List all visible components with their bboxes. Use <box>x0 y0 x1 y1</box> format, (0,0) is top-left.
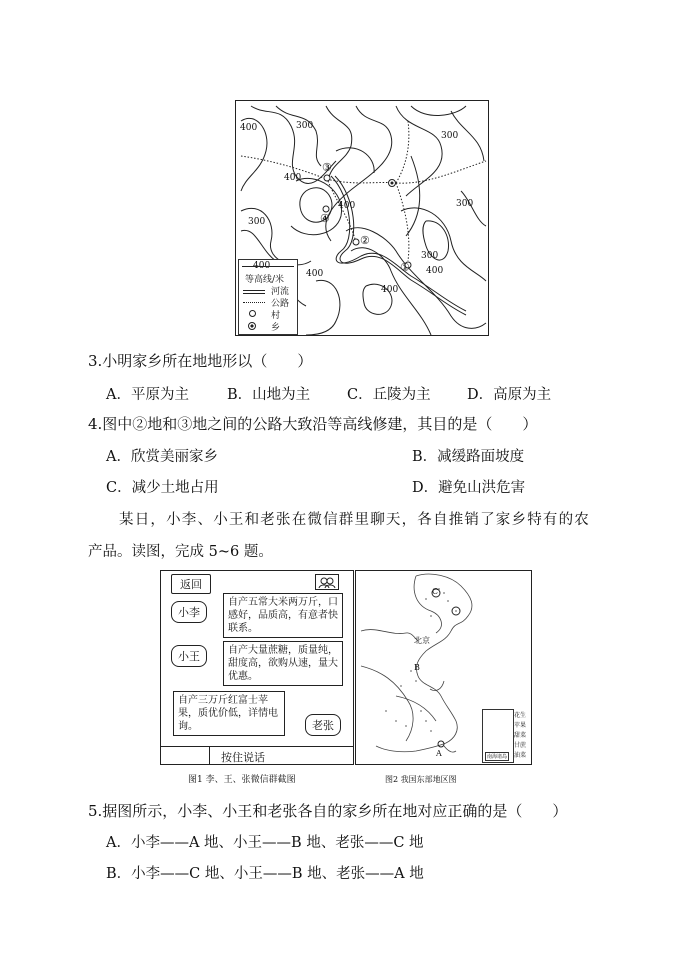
inset-label: 南海诸岛 <box>487 754 508 760</box>
map-label-b: B <box>414 663 420 672</box>
contour-label: 400 <box>426 266 444 276</box>
question-3-stem: 3.小明家乡所在地地形以（ ） <box>88 352 313 370</box>
q3-option-b[interactable]: B．山地为主 <box>227 387 311 403</box>
legend-river-symbol <box>243 290 265 294</box>
legend-river: 河流 <box>271 287 290 297</box>
user-xiaowang[interactable]: 小王 <box>171 645 207 667</box>
user-xiaoli[interactable]: 小李 <box>171 601 207 623</box>
contour-label: 400 <box>306 269 324 279</box>
intro-line-1: 某日，小李、小王和老张在微信群里聊天，各自推销了家乡特有的农 <box>119 512 590 528</box>
legend-contour-value: 400 <box>253 261 271 271</box>
legend-road-symbol <box>243 302 265 303</box>
china-east-map <box>355 570 532 765</box>
contour-label: 400 <box>381 285 399 295</box>
q5-option-a[interactable]: A．小李——A 地、小王——B 地、老张——C 地 <box>106 835 424 851</box>
map-legend <box>238 259 298 335</box>
q4-option-a[interactable]: A．欣赏美丽家乡 <box>106 449 218 465</box>
legend-rapeseed: 油菜 <box>514 752 527 759</box>
legend-contour-label: 等高线/米 <box>245 275 285 285</box>
map-label-a: A <box>436 749 442 758</box>
intro-line-2: 产品。读图，完成 5~6 题。 <box>88 544 273 560</box>
south-sea-inset <box>482 709 514 763</box>
question-5-stem: 5.据图所示，小李、小王和老张各自的家乡所在地对应正确的是（ ） <box>88 802 568 820</box>
q4-option-c[interactable]: C．减少土地占用 <box>106 480 219 496</box>
topographic-map <box>235 100 489 336</box>
contour-label: 400 <box>284 173 302 183</box>
point-label-2: ② <box>360 234 370 247</box>
crop-legend <box>514 711 526 761</box>
contour-label: 300 <box>296 121 314 131</box>
map-label-c: C <box>432 587 439 596</box>
user-laozhang[interactable]: 老张 <box>305 714 341 736</box>
map-label-beijing: 北京 <box>414 636 430 645</box>
wechat-screenshot <box>160 570 354 765</box>
q5-option-b[interactable]: B．小李——C 地、小王——B 地、老张——A 地 <box>106 866 424 882</box>
figure-1-caption: 图1 李、王、张微信群截图 <box>188 775 296 785</box>
contour-label: 400 <box>338 201 356 211</box>
legend-contour-line <box>242 266 294 267</box>
contour-label: 400 <box>240 123 258 133</box>
point-label-3: ③ <box>322 161 332 174</box>
legend-village: 村 <box>271 311 281 321</box>
q4-option-d[interactable]: D．避免山洪危害 <box>412 480 526 496</box>
contour-label: 300 <box>248 217 266 227</box>
back-button[interactable]: 返回 <box>171 574 211 594</box>
keyboard-toggle[interactable] <box>161 747 210 765</box>
legend-town: 乡 <box>271 323 281 333</box>
q4-option-b[interactable]: B．减缓路面坡度 <box>412 449 525 465</box>
figure-2-caption: 图2 我国东部地区图 <box>385 775 457 784</box>
hold-to-talk-button[interactable]: 按住说话 <box>221 751 265 764</box>
group-members-icon[interactable] <box>315 574 339 590</box>
chat-input-bar <box>161 746 353 765</box>
message-laozhang: 自产三万斤红富士苹果，质优价低，详情电询。 <box>173 691 285 736</box>
town-icon <box>248 322 256 330</box>
contour-label: 300 <box>441 131 459 141</box>
q3-option-a[interactable]: A．平原为主 <box>106 387 189 403</box>
legend-sugarbeet: 甜菜 <box>514 732 527 739</box>
message-xiaowang: 自产大量蔗糖，质量纯，甜度高，欲购从速，量大优惠。 <box>223 641 343 686</box>
point-label-4: ④ <box>320 212 330 225</box>
point-label-1: ① <box>400 261 410 274</box>
legend-peanut: 花生 <box>514 712 527 719</box>
question-4-stem: 4.图中②地和③地之间的公路大致沿等高线修建，其目的是（ ） <box>88 415 538 433</box>
q3-option-c[interactable]: C．丘陵为主 <box>347 387 431 403</box>
legend-sugarcane: 甘蔗 <box>514 742 527 749</box>
contour-label: 300 <box>456 199 474 209</box>
q3-option-d[interactable]: D．高原为主 <box>467 387 552 403</box>
legend-road: 公路 <box>271 299 290 309</box>
legend-apple: 苹果 <box>514 722 527 729</box>
village-icon <box>249 310 256 317</box>
contour-label: 300 <box>421 251 439 261</box>
message-xiaoli: 自产五常大米两万斤，口感好，品质高，有意者快联系。 <box>223 593 343 638</box>
